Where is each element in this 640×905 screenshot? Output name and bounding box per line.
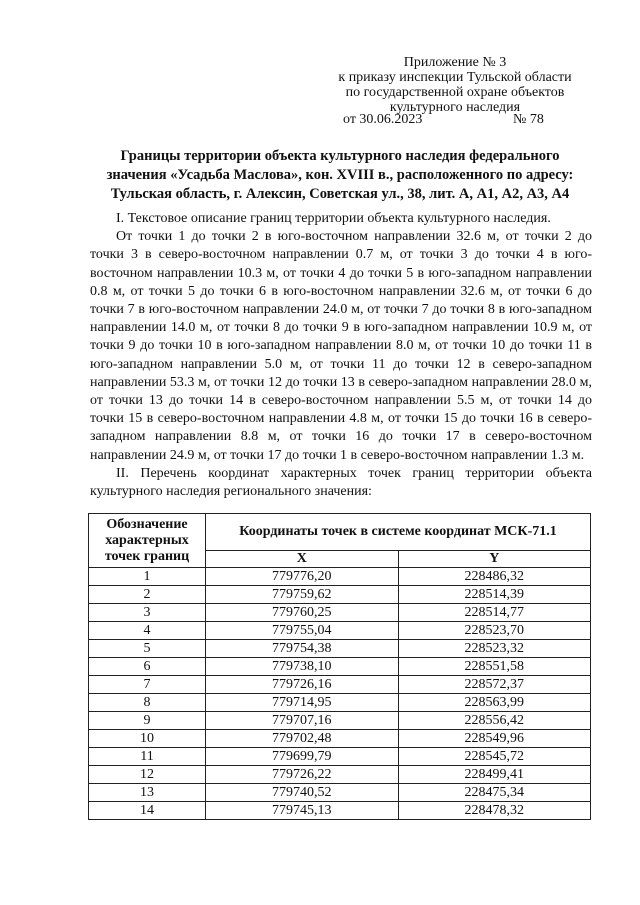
table-row [89, 658, 591, 676]
y-cell: 228514,77 [398, 604, 591, 622]
coordinates-table [88, 513, 591, 820]
y-cell: 228545,72 [398, 748, 591, 766]
table-row [89, 568, 591, 586]
y-cell: 228556,42 [398, 712, 591, 730]
col-x-header: X [206, 551, 399, 568]
point-cell: 1 [89, 568, 206, 586]
x-cell: 779745,13 [206, 802, 399, 820]
table-row [89, 586, 591, 604]
table-row [89, 622, 591, 640]
x-cell: 779759,62 [206, 586, 399, 604]
document-title [90, 147, 590, 204]
table-row [89, 766, 591, 784]
appendix-line: к приказу инспекции Тульской области [338, 70, 572, 85]
y-cell: 228549,96 [398, 730, 591, 748]
y-cell: 228514,39 [398, 586, 591, 604]
title-line: Тульская область, г. Алексин, Советская ул., 38, лит. А, А1, А2, А3, А4 [110, 186, 570, 202]
x-cell: 779776,20 [206, 568, 399, 586]
point-cell: 4 [89, 622, 206, 640]
section1-heading: I. Текстовое описание границ территории объекта культурного наследия. [116, 211, 551, 226]
point-cell: 9 [89, 712, 206, 730]
title-line: значения «Усадьба Маслова», кон. XVIII в., расположенного по адресу: [106, 167, 574, 183]
y-cell: 228499,41 [398, 766, 591, 784]
table-row [89, 694, 591, 712]
point-cell: 7 [89, 676, 206, 694]
point-cell: 13 [89, 784, 206, 802]
point-cell: 5 [89, 640, 206, 658]
point-cell: 11 [89, 748, 206, 766]
x-cell: 779714,95 [206, 694, 399, 712]
body-text [90, 210, 592, 501]
order-date: от 30.06.2023 [343, 112, 423, 127]
x-cell: 779702,48 [206, 730, 399, 748]
col-coords-header: Координаты точек в системе координат МСК-71.1 [206, 514, 591, 551]
section2-heading: II. Перечень координат характерных точек границ территории объекта культурного наследия регионального значения: [90, 465, 592, 500]
table-row [89, 712, 591, 730]
y-cell: 228486,32 [398, 568, 591, 586]
order-number: № 78 [513, 112, 544, 127]
appendix-line: Приложение № 3 [403, 55, 507, 70]
x-cell: 779738,10 [206, 658, 399, 676]
x-cell: 779755,04 [206, 622, 399, 640]
point-cell: 6 [89, 658, 206, 676]
appendix-line: по государственной охране объектов [345, 85, 565, 100]
point-cell: 12 [89, 766, 206, 784]
table-row [89, 730, 591, 748]
point-cell: 8 [89, 694, 206, 712]
section1-text: От точки 1 до точки 2 в юго-восточном направлении 32.6 м, от точки 2 до точки 3 в северо-восточном направлении 0.7 м, от точки 3 до точки 4 в юго-восточном направлении 10.3 м, от точки 4 до точки 5 в юго-западном направлении 0.8 м, от точки 5 до точки 6 в юго-восточном направлении 32.6 м, от точки 6 до точки 7 в юго-восточном направлении 24.0 м, от точки 7 до точки 8 в юго-западном направлении 14.0 м, от точки 8 до точки 9 в юго-западном направлении 10.9 м, от точки 9 до точки 10 в юго-западном направлении 8.0 м, от точки 10 до точки 11 в юго-западном направлении 5.0 м, от точки 11 до точки 12 в северо-западном направлении 53.3 м, от точки 12 до точки 13 в северо-западном направлении 28.0 м, от точки 13 до точки 14 в северо-восточном направлении 5.5 м, от точки 14 до точки 15 в северо-восточном направлении 4.8 м, от точки 15 до точки 16 в северо-западном направлении 8.8 м, от точки 16 до точки 17 в северо-восточном направлении 24.9 м, от точки 17 до точки 1 в северо-восточном направлении 1.3 м. [90, 229, 592, 463]
y-cell: 228475,34 [398, 784, 591, 802]
x-cell: 779726,22 [206, 766, 399, 784]
title-line: Границы территории объекта культурного наследия федерального [120, 148, 560, 164]
table-row [89, 676, 591, 694]
table-row [89, 640, 591, 658]
x-cell: 779760,25 [206, 604, 399, 622]
point-cell: 3 [89, 604, 206, 622]
point-cell: 14 [89, 802, 206, 820]
appendix-block [330, 55, 580, 115]
y-cell: 228551,58 [398, 658, 591, 676]
table-row [89, 604, 591, 622]
table-row [89, 748, 591, 766]
x-cell: 779726,16 [206, 676, 399, 694]
x-cell: 779699,79 [206, 748, 399, 766]
y-cell: 228478,32 [398, 802, 591, 820]
table-row [89, 784, 591, 802]
col-designation-header: Обозначение характерных точек границ [89, 514, 206, 568]
appendix-line: культурного наследия [389, 100, 521, 115]
point-cell: 2 [89, 586, 206, 604]
y-cell: 228563,99 [398, 694, 591, 712]
table-row [89, 802, 591, 820]
x-cell: 779740,52 [206, 784, 399, 802]
col-y-header: Y [398, 551, 591, 568]
y-cell: 228523,70 [398, 622, 591, 640]
x-cell: 779754,38 [206, 640, 399, 658]
y-cell: 228572,37 [398, 676, 591, 694]
x-cell: 779707,16 [206, 712, 399, 730]
point-cell: 10 [89, 730, 206, 748]
y-cell: 228523,32 [398, 640, 591, 658]
